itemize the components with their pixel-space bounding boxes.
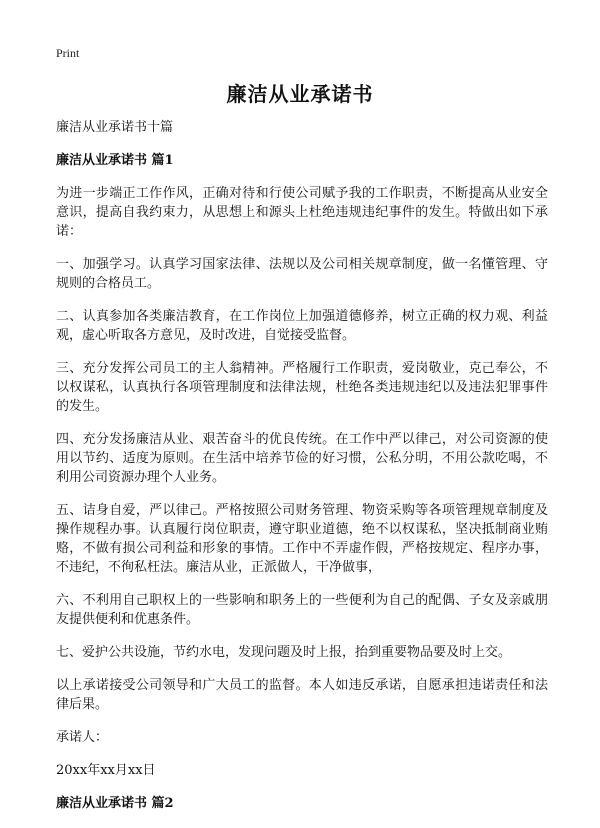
paragraph-item-5: 五、诘身自爱，严以律己。严格按照公司财务管理、物资采购等各项管理规章制度及操作规程办事。认真履行岗位职责，遵守职业道德，绝不以权谋私，坚决抵制商业贿赂，不做有损公司利益和形象的事情。工作中不弄虚作假，严格按规定、程序办事，不违纪，不徇私枉法。廉洁从业，正派做人，干净做事， [56,503,548,575]
section-heading-2: 廉洁从业承诺书 篇2 [56,796,174,811]
date-line: 20xx年xx月xx日 [56,763,156,778]
paragraph-item-7: 七、爱护公共设施，节约水电，发现问题及时上报，抬到重要物品要及时上交。 [56,645,512,660]
paragraph-item-3: 三、充分发挥公司员工的主人翁精神。严格履行工作职责，爱岗敬业，克己奉公，不以权谋私，认真执行各项管理制度和法律法规，杜绝各类违规违纪以及违法犯罪事件的发生。 [56,361,548,414]
document-body [56,118,548,827]
paragraph-item-1: 一、加强学习。认真学习国家法律、法规以及公司相关规章制度，做一名懂管理、守规则的合格员工。 [56,257,548,291]
document-subtitle: 廉洁从业承诺书十篇 [56,120,174,135]
paragraph-item-2: 二、认真参加各类廉洁教育，在工作岗位上加强道德修养，树立正确的权力观、利益观，虚心听取各方意见，及时改进，自觉接受监督。 [56,309,548,343]
section-heading-1: 廉洁从业承诺书 篇1 [56,153,174,168]
paragraph-item-6: 六、不利用自己职权上的一些影响和职务上的一些便利为自己的配偶、子女及亲戚朋友提供便利和优惠条件。 [56,593,548,627]
paragraph-closing: 以上承诺接受公司领导和广大员工的监督。本人如违反承诺，自愿承担违诺责任和法律后果。 [56,678,548,712]
paragraph-intro: 为进一步端正工作作风，正确对待和行使公司赋予我的工作职责，不断提高从业安全意识，提高自我约束力，从思想上和源头上杜绝违规违纪事件的发生。特做出如下承诺： [56,186,548,239]
signatory-label: 承诺人： [56,730,109,745]
document-title: 廉洁从业承诺书 [226,82,374,106]
print-link[interactable]: Print [56,46,80,60]
paragraph-item-4: 四、充分发扬廉洁从业、艰苦奋斗的优良传统。在工作中严以律己，对公司资源的使用以节约、适度为原则。在生活中培养节俭的好习惯，公私分明，不用公款吃喝，不利用公司资源办理个人业务。 [56,432,548,485]
